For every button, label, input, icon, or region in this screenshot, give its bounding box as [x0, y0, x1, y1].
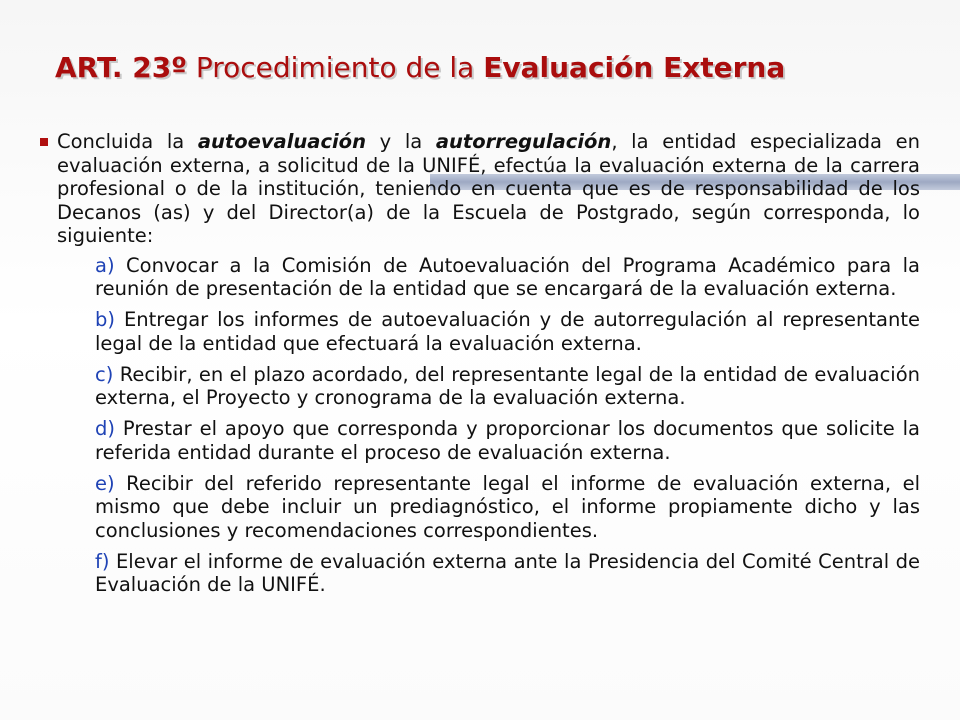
- list-item: [40, 417, 920, 464]
- title-article-number: ART. 23º: [55, 51, 187, 84]
- item-letter: a): [95, 253, 115, 277]
- square-bullet-icon: [40, 138, 48, 146]
- list-item: [40, 254, 920, 301]
- intro-paragraph: [40, 130, 920, 248]
- item-letter: b): [95, 308, 115, 331]
- item-text: Prestar el apoyo que corresponda y proporcionar los documentos que solicite la referida entidad durante el proceso de evaluación externa.: [95, 417, 921, 464]
- item-text: Recibir del referido representante legal el informe de evaluación externa, el mismo que debe incluir un prediagnóstico, el informe propiamente dicho y las conclusiones y recomendaciones correspondientes.: [95, 471, 921, 542]
- title-middle: Procedimiento de la: [186, 51, 484, 84]
- item-letter: e): [95, 471, 115, 495]
- item-letter: c): [95, 362, 114, 386]
- intro-emphasis-1: autoevaluación: [197, 130, 366, 153]
- procedure-list: [40, 254, 920, 597]
- list-item: [40, 550, 920, 597]
- list-item: [40, 472, 920, 543]
- slide-body: [40, 130, 920, 604]
- slide-title: [55, 50, 935, 86]
- item-text: Entregar los informes de autoevaluación y de autorregulación al representante legal de la entidad que efectuará la evaluación externa.: [95, 308, 921, 355]
- intro-emphasis-2: autorregulación: [435, 130, 612, 153]
- item-letter: d): [95, 417, 115, 440]
- title-emphasis: Evaluación Externa: [483, 51, 786, 84]
- item-text: Convocar a la Comisión de Autoevaluación del Programa Académico para la reunión de presentación de la entidad que se encargará de la evaluación externa.: [95, 253, 920, 300]
- list-item: [40, 308, 920, 355]
- intro-text-1: Concluida la: [57, 130, 198, 153]
- intro-text-2: y la: [365, 130, 436, 153]
- list-item: [40, 363, 920, 410]
- item-text: Recibir, en el plazo acordado, del representante legal de la entidad de evaluación externa, el Proyecto y cronograma de la evaluación externa.: [95, 362, 920, 409]
- item-letter: f): [95, 549, 110, 573]
- intro-text-3: , la entidad especializada en evaluación externa, a solicitud de la UNIFÉ, efectúa la evaluación externa de la carrera profesional o de la institución, teniendo en cuenta que es de responsabilidad de los Decanos (as) y del Director(a) de la Escuela de Postgrado, según corresponda, lo siguiente:: [57, 130, 920, 247]
- item-text: Elevar el informe de evaluación externa ante la Presidencia del Comité Central de Evaluación de la UNIFÉ.: [95, 549, 920, 596]
